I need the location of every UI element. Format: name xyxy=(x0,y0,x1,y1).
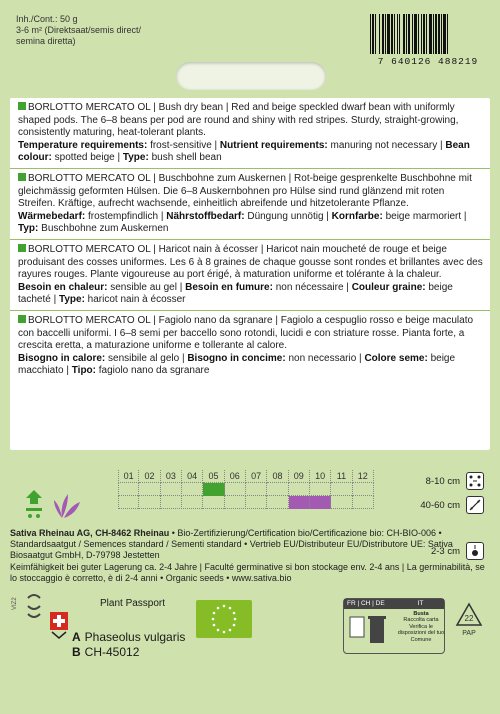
calendar-month: 12 xyxy=(353,470,374,483)
calendar-cell xyxy=(161,496,182,509)
calendar-cell xyxy=(203,496,224,509)
calendar-month: 09 xyxy=(289,470,310,483)
busta-info xyxy=(397,611,445,643)
barcode-bars xyxy=(370,14,486,54)
green-square-icon xyxy=(18,102,26,110)
harvest-icon xyxy=(54,494,80,518)
desc-key: Typ: xyxy=(18,223,39,235)
calendar-months xyxy=(118,470,374,483)
desc-value: Buschbohne zum Auskernen xyxy=(38,223,169,235)
desc-intro: BORLOTTO MERCATO OL | Fagiolo nano da sgranare | Fagiolo a cespuglio rosso e beige maculato con baccelli uniformi. I 6–8 semi per baccello sono rotondi, lucidi e con striature rosse. Pianta forte, a crescita eretta, a maturazione uniforme e tollerante al calore. xyxy=(18,314,474,352)
sowing-calendar xyxy=(118,470,374,522)
side-code: VIZ2 xyxy=(12,597,18,610)
sowing-depth-value: 2-3 cm xyxy=(430,545,460,557)
description-en xyxy=(10,98,490,169)
busta-label: Busta xyxy=(413,611,429,617)
row-distance xyxy=(416,472,484,490)
desc-value: frost-sensitive | xyxy=(147,139,220,151)
desc-value: spotted beige | xyxy=(51,152,123,164)
sowing-bar xyxy=(203,483,224,496)
package-info xyxy=(16,14,141,47)
calendar-month: 08 xyxy=(267,470,288,483)
hang-tab-cutout xyxy=(176,62,326,90)
recycle-triangle-icon xyxy=(455,602,483,628)
content-weight: Inh./Cont.: 50 g xyxy=(16,14,78,24)
desc-key: Kornfarbe: xyxy=(331,210,383,222)
desc-value: beige macchiato | xyxy=(18,352,456,377)
calendar-cell xyxy=(331,483,352,496)
calendar-cell xyxy=(246,496,267,509)
desc-value: frostempfindlich | xyxy=(85,210,167,222)
plant-distance-icon xyxy=(466,496,484,514)
desc-key: Wärmebedarf: xyxy=(18,210,86,222)
recycling-countries: FR | CH | DE xyxy=(347,600,385,607)
calendar-cell xyxy=(353,483,374,496)
calendar-month: 10 xyxy=(310,470,331,483)
calendar-cell xyxy=(267,496,288,509)
green-square-icon xyxy=(18,173,26,181)
recycling-it: IT xyxy=(417,600,424,607)
calendar-cell xyxy=(267,483,288,496)
pap-number-text: 22 xyxy=(464,614,474,623)
calendar-month: 06 xyxy=(225,470,246,483)
description-fr xyxy=(10,240,490,311)
row-distance-icon xyxy=(466,472,484,490)
desc-key: Temperature requirements: xyxy=(18,139,148,151)
pp-letter: A xyxy=(72,630,81,644)
desc-value: non necessario | xyxy=(285,352,365,364)
sowing-harvest-icons xyxy=(24,488,84,524)
sowing-area-cont: semina diretta) xyxy=(16,36,76,46)
certification-section xyxy=(10,588,490,708)
desc-key: Type: xyxy=(58,294,85,306)
calendar-cell xyxy=(118,496,139,509)
desc-value: bush shell bean xyxy=(148,152,222,164)
desc-key: Couleur graine: xyxy=(351,281,426,293)
calendar-cell xyxy=(161,483,182,496)
calendar-cell xyxy=(225,496,246,509)
swiss-flag-icon xyxy=(50,612,68,642)
desc-intro: BORLOTTO MERCATO OL | Bush dry bean | Red and beige speckled dwarf bean with uniformly shaped pods. The 6–8 beans per pod are round and shiny with red stripes. Sturdy, straight-growing, consistently maturing, heat-tolerant plants. xyxy=(18,102,459,139)
desc-value: beige marmoriert | xyxy=(382,210,467,222)
pp-value: CH-45012 xyxy=(84,645,140,659)
calendar-month: 02 xyxy=(139,470,160,483)
eu-organic-leaf-icon xyxy=(196,600,252,638)
description-it xyxy=(10,311,490,381)
busta-desc: Raccolta carta Verifica le disposizioni del tuo Comune xyxy=(397,617,445,643)
desc-intro: BORLOTTO MERCATO OL | Buschbohne zum Auskernen | Rot-beige gesprenkelte Buschbohne mit gleichmässig geformten Hülsen. Die 6–8 Auskernbohnen pro Hülse sind rund glänzend mit roten Streifen. Kräftige, aufrecht wachsende, einheitlich abreifende und hitzetolerante Pflanze. xyxy=(18,172,472,210)
calendar-cell xyxy=(331,496,352,509)
description-panel xyxy=(10,98,490,450)
calendar-cell xyxy=(246,483,267,496)
pap-recycling-code xyxy=(454,602,484,637)
producer-name: Sativa Rheinau AG, CH-8462 Rheinau xyxy=(10,528,170,538)
plant-distance xyxy=(416,496,484,514)
calendar-cell xyxy=(289,483,310,496)
calendar-cell xyxy=(139,496,160,509)
green-square-icon xyxy=(18,244,26,252)
description-de xyxy=(10,169,490,240)
desc-key: Bean colour: xyxy=(18,139,470,164)
harvest-bar xyxy=(310,496,331,509)
calendar-cell xyxy=(225,483,246,496)
calendar-cell xyxy=(118,483,139,496)
calendar-row xyxy=(118,496,374,509)
barcode xyxy=(370,14,486,68)
calendar-month: 01 xyxy=(118,470,139,483)
recycling-info xyxy=(343,598,445,654)
desc-key: Nutrient requirements: xyxy=(219,139,328,151)
plant-distance-value: 40-60 cm xyxy=(420,499,460,511)
desc-value: haricot nain à écosser xyxy=(84,294,186,306)
pp-value: Phaseolus vulgaris xyxy=(84,630,186,644)
desc-value: manuring not necessary | xyxy=(327,139,446,151)
calendar-cell xyxy=(182,496,203,509)
plant-passport-code xyxy=(72,645,139,659)
eu-organic-logo xyxy=(196,600,252,638)
desc-key: Besoin en chaleur: xyxy=(18,281,108,293)
desc-value: sensible au gel | xyxy=(107,281,186,293)
producer-details: • Bio-Zertifizierung/Certification bio/Certificazione bio: CH-BIO-006 • Standardsaatgut / Semences standard / Sementi standard • Vertrieb EU/Distributeur EU/Distributore UE: Sativa Biosaatgut GmbH, D-79798 Jestetten xyxy=(10,528,453,561)
pap-label: PAP xyxy=(462,630,476,637)
green-square-icon xyxy=(18,315,26,323)
desc-key: Bisogno in calore: xyxy=(18,352,106,364)
desc-value: Düngung unnötig | xyxy=(244,210,332,222)
calendar-month: 04 xyxy=(182,470,203,483)
calendar-cell xyxy=(139,483,160,496)
desc-value: fagiolo nano da sgranare xyxy=(96,365,210,377)
desc-value: non nécessaire | xyxy=(272,281,352,293)
sowing-section xyxy=(10,466,490,526)
calendar-cell xyxy=(182,483,203,496)
desc-key: Besoin en fumure: xyxy=(185,281,273,293)
desc-key: Nährstoffbedarf: xyxy=(166,210,245,222)
desc-value: sensibile al gelo | xyxy=(105,352,188,364)
row-distance-value: 8-10 cm xyxy=(425,475,460,487)
desc-key: Bisogno in concime: xyxy=(187,352,286,364)
recycling-header xyxy=(344,599,444,609)
plant-passport-label: Plant Passport xyxy=(100,598,166,609)
producer-info xyxy=(10,528,490,584)
barcode-number: 7 640126 488219 xyxy=(377,56,479,67)
pp-letter: B xyxy=(72,645,81,659)
desc-key: Type: xyxy=(122,152,149,164)
germination-info: Keimfähigkeit bei guter Lagerung ca. 2-4 Jahre | Faculté germinative si bon stockage env. 2-4 ans | La germinabilità, se lo stoccaggio è corretto, è di 2-4 anni • Organic seeds • www.sativa.bio xyxy=(10,561,485,583)
harvest-bar xyxy=(289,496,310,509)
desc-key: Colore seme: xyxy=(364,352,428,364)
desc-intro: BORLOTTO MERCATO OL | Haricot nain à écosser | Haricot nain moucheté de rouge et beige produisant des cosses uniformes. Les 6 à 8 graines de chaque gousse sont rondes et brillantes avec des rayures rouges. Plante vigoureuse au port érigé, à maturation uniforme et tolérante à la chaleur. xyxy=(18,243,483,281)
plant-passport-species xyxy=(72,630,185,644)
calendar-month: 07 xyxy=(246,470,267,483)
sowing-area: 3-6 m² (Direktsaat/semis direct/ xyxy=(16,25,142,35)
calendar-cell xyxy=(310,483,331,496)
desc-key: Tipo: xyxy=(71,365,96,377)
calendar-cell xyxy=(353,496,374,509)
calendar-month: 05 xyxy=(203,470,224,483)
barcode-bar xyxy=(448,14,450,54)
calendar-month: 03 xyxy=(161,470,182,483)
calendar-row xyxy=(118,483,374,496)
recycle-arrows-icon xyxy=(24,592,44,620)
desc-value: beige tacheté | xyxy=(18,281,453,306)
sowing-icon xyxy=(26,490,42,518)
calendar-month: 11 xyxy=(331,470,352,483)
paper-bin-icon xyxy=(348,613,392,649)
